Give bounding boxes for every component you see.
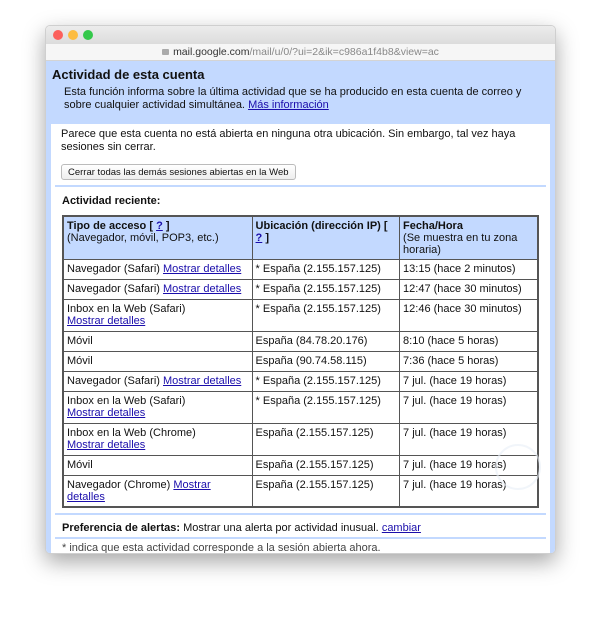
show-details-link[interactable]: Mostrar detalles xyxy=(163,263,242,275)
access-type: Navegador (Chrome) xyxy=(67,479,171,491)
page xyxy=(46,61,555,553)
more-info-link[interactable]: Más información xyxy=(248,99,329,111)
time-cell: 7 jul. (hace 19 horas) xyxy=(400,456,538,476)
table-row xyxy=(63,260,538,280)
footnote: * indica que esta actividad corresponde a la sesión abierta ahora. xyxy=(55,537,546,554)
close-other-sessions-button[interactable]: Cerrar todas las demás sesiones abiertas en la Web xyxy=(61,164,296,180)
page-title: Actividad de esta cuenta xyxy=(52,67,205,82)
show-details-link[interactable]: Mostrar detalles xyxy=(163,283,242,295)
column-title: Fecha/Hora xyxy=(403,220,463,232)
table-row xyxy=(63,300,538,332)
recent-activity-heading: Actividad reciente: xyxy=(62,195,161,207)
access-type: Navegador (Safari) xyxy=(67,283,160,295)
help-link[interactable]: ? xyxy=(156,220,163,232)
time-cell: 12:47 (hace 30 minutos) xyxy=(400,280,538,300)
access-cell xyxy=(63,352,252,372)
table-row xyxy=(63,456,538,476)
intro-text xyxy=(51,83,550,124)
column-header xyxy=(400,216,538,260)
time-cell: 7 jul. (hace 19 horas) xyxy=(400,424,538,456)
address-bar[interactable] xyxy=(46,44,555,61)
browser-window xyxy=(45,25,556,554)
time-cell: 7:36 (hace 5 horas) xyxy=(400,352,538,372)
access-cell xyxy=(63,280,252,300)
activity-table xyxy=(62,215,539,508)
content-panel xyxy=(51,124,550,553)
close-window-button[interactable] xyxy=(53,30,63,40)
time-cell: 7 jul. (hace 19 horas) xyxy=(400,476,538,508)
help-bracket: [ ? ] xyxy=(255,220,388,244)
location-cell: España (2.155.157.125) xyxy=(252,456,400,476)
title-bar xyxy=(46,26,555,44)
alert-preference xyxy=(55,513,546,537)
show-details-link[interactable]: Mostrar detalles xyxy=(67,479,211,503)
show-details-link[interactable]: Mostrar detalles xyxy=(67,439,146,451)
table-row xyxy=(63,372,538,392)
location-cell: * España (2.155.157.125) xyxy=(252,260,400,280)
access-cell xyxy=(63,260,252,280)
location-cell: España (2.155.157.125) xyxy=(252,424,400,456)
maximize-window-button[interactable] xyxy=(83,30,93,40)
watermark-logo xyxy=(495,444,541,490)
column-subtitle: (Se muestra en tu zona horaria) xyxy=(403,232,518,256)
time-cell: 12:46 (hace 30 minutos) xyxy=(400,300,538,332)
table-row xyxy=(63,280,538,300)
time-cell: 7 jul. (hace 19 horas) xyxy=(400,372,538,392)
help-bracket: [ ? ] xyxy=(149,220,170,232)
session-status: Parece que esta cuenta no está abierta en ninguna otra ubicación. Sin embargo, tal vez haya sesiones sin cerrar. xyxy=(61,128,516,153)
access-type: Inbox en la Web (Chrome) xyxy=(67,427,196,439)
column-title: Ubicación (dirección IP) xyxy=(255,220,381,232)
intro-body: Esta función informa sobre la última actividad que se ha producido en esta cuenta de correo y sobre cualquier actividad simultánea. xyxy=(64,86,522,111)
access-cell xyxy=(63,332,252,352)
help-link[interactable]: ? xyxy=(255,232,263,244)
url-host: mail.google.com xyxy=(173,46,250,58)
table-row xyxy=(63,476,538,508)
location-cell: * España (2.155.157.125) xyxy=(252,372,400,392)
lock-icon xyxy=(162,49,169,55)
column-title: Tipo de acceso xyxy=(67,220,147,232)
access-cell xyxy=(63,476,252,508)
column-header xyxy=(63,216,252,260)
table-row xyxy=(63,332,538,352)
access-type: Móvil xyxy=(67,459,93,471)
access-type: Navegador (Safari) xyxy=(67,263,160,275)
location-cell: * España (2.155.157.125) xyxy=(252,392,400,424)
alert-text: Mostrar una alerta por actividad inusual. xyxy=(183,522,379,534)
minimize-window-button[interactable] xyxy=(68,30,78,40)
access-type: Móvil xyxy=(67,355,93,367)
time-cell: 13:15 (hace 2 minutos) xyxy=(400,260,538,280)
time-cell: 8:10 (hace 5 horas) xyxy=(400,332,538,352)
column-subtitle: (Navegador, móvil, POP3, etc.) xyxy=(67,232,219,244)
location-cell: España (84.78.20.176) xyxy=(252,332,400,352)
table-row xyxy=(63,352,538,372)
location-cell: España (2.155.157.125) xyxy=(252,476,400,508)
access-cell xyxy=(63,392,252,424)
access-cell xyxy=(63,424,252,456)
change-alert-link[interactable]: cambiar xyxy=(381,522,421,534)
show-details-link[interactable]: Mostrar detalles xyxy=(67,315,146,327)
time-cell: 7 jul. (hace 19 horas) xyxy=(400,392,538,424)
access-cell xyxy=(63,372,252,392)
column-header xyxy=(252,216,400,260)
table-row xyxy=(63,424,538,456)
table-row xyxy=(63,392,538,424)
access-cell xyxy=(63,300,252,332)
location-cell: * España (2.155.157.125) xyxy=(252,300,400,332)
url-path: /mail/u/0/?ui=2&ik=c986a1f4b8&view=ac xyxy=(249,46,439,58)
access-cell xyxy=(63,456,252,476)
location-cell: * España (2.155.157.125) xyxy=(252,280,400,300)
alert-label: Preferencia de alertas: xyxy=(62,522,181,534)
show-details-link[interactable]: Mostrar detalles xyxy=(163,375,242,387)
access-type: Inbox en la Web (Safari) xyxy=(67,303,186,315)
access-type: Móvil xyxy=(67,335,93,347)
show-details-link[interactable]: Mostrar detalles xyxy=(67,407,146,419)
access-type: Navegador (Safari) xyxy=(67,375,160,387)
location-cell: España (90.74.58.115) xyxy=(252,352,400,372)
access-type: Inbox en la Web (Safari) xyxy=(67,395,186,407)
